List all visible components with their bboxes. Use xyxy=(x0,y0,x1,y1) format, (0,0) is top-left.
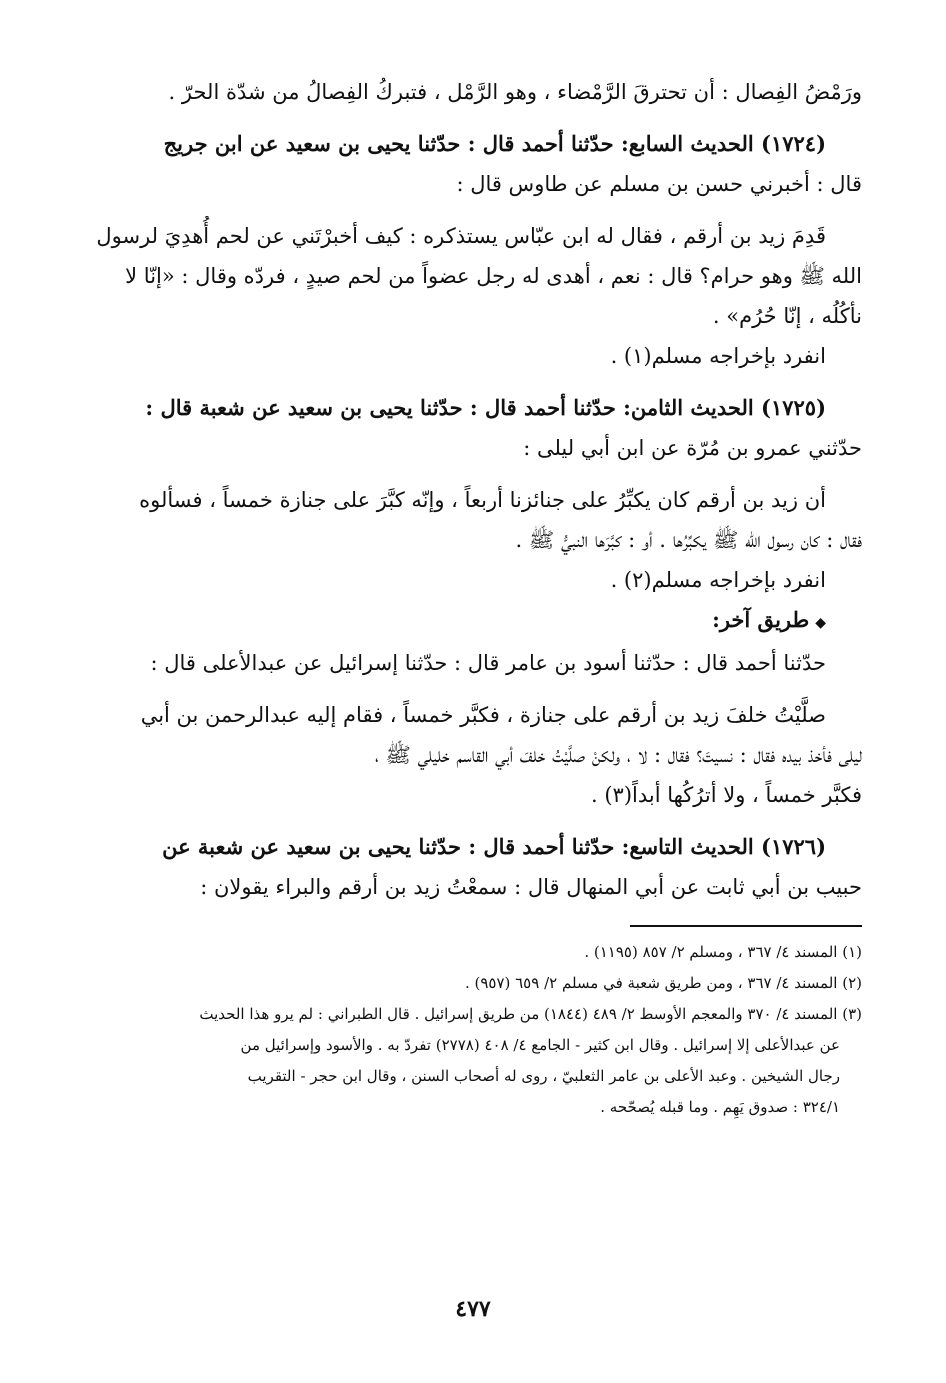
footnote-3-cont: ٣٢٤/١ : صدوق يَهِم . وما قبله يُصحّحه . xyxy=(600,1098,840,1116)
footnote-3: (٣) المسند ٤/ ٣٧٠ والمعجم الأوسط ٢/ ٤٨٩ (١٨٤٤) من طريق إسرائيل . قال الطبراني : لم يرو هذا الحديث xyxy=(199,1005,862,1023)
body-line: فكبَّر خمساً ، ولا أترُكُها أبداً(٣) . xyxy=(591,783,862,807)
diamond-icon: ◆ xyxy=(815,615,826,631)
hadith-1724-heading: (١٧٢٤) الحديث السابع: حدّثنا أحمد قال : حدّثنا يحيى بن سعيد عن ابن جريج xyxy=(163,131,826,156)
body-line: فقال : كان رسول الله ﷺ يكبِّرُها . أو : كبَّرَها النبيُّ ﷺ . xyxy=(515,528,862,552)
body-line: ليلى فأخذ بيده فقال : نسيتَ؟ فقال : لا ، ولكنْ صلَّيْتُ خلفَ أبي القاسم خليلي ﷺ ، xyxy=(374,743,862,767)
footnote-3-cont: رجال الشيخين . وعبد الأعلى بن عامر الثعلبيّ ، روى له أصحاب السنن ، وقال ابن حجر - التقريب xyxy=(247,1067,840,1085)
hadith-1725-heading: (١٧٢٥) الحديث الثامن: حدّثنا أحمد قال : حدّثنا يحيى بن سعيد عن شعبة قال : xyxy=(145,395,826,420)
body-line: الله ﷺ وهو حرام؟ قال : نعم ، أهدى له رجل عضواً من لحم صيدٍ ، فردّه وقال : «إنّا لا xyxy=(125,264,862,288)
footnote-3-cont: عن عبدالأعلى إلا إسرائيل . وقال ابن كثير - الجامع ٤/ ٤٠٨ (٢٧٧٨) تفردّ به . والأسود وإسرائيل من xyxy=(240,1036,840,1054)
footnote-1: (١) المسند ٤/ ٣٦٧ ، ومسلم ٢/ ٨٥٧ (١١٩٥) . xyxy=(584,943,862,961)
body-line: انفرد بإخراجه مسلم(٢) . xyxy=(610,568,826,592)
page-content xyxy=(92,72,862,1123)
body-line: حدّثني عمرو بن مُرّة عن ابن أبي ليلى : xyxy=(523,436,862,460)
body-line: أن زيد بن أرقم كان يكبِّرُ على جنائزنا أربعاً ، وإنّه كبَّرَ على جنازة خمساً ، فسألوه xyxy=(139,488,826,512)
body-line: قَدِمَ زيد بن أرقم ، فقال له ابن عبّاس يستذكره : كيف أخبرْتَني عن لحم أُهدِيَ لرسول xyxy=(96,224,826,248)
body-line: ورَمْضُ الفِصال : أن تحترقَ الرَّمْضاء ، وهو الرَّمْل ، فتبركُ الفِصالُ من شدّة الحرّ . xyxy=(168,80,862,104)
body-line: حبيب بن أبي ثابت عن أبي المنهال قال : سمعْتُ زيد بن أرقم والبراء يقولان : xyxy=(200,875,862,899)
body-line: قال : أخبرني حسن بن مسلم عن طاوس قال : xyxy=(456,172,862,196)
footnote-2: (٢) المسند ٤/ ٣٦٧ ، ومن طريق شعبة في مسلم ٢/ ٦٥٩ (٩٥٧) . xyxy=(464,974,862,992)
body-line: حدّثنا أحمد قال : حدّثنا أسود بن عامر قال : حدّثنا إسرائيل عن عبدالأعلى قال : xyxy=(150,651,826,675)
page-number: ٤٧٧ xyxy=(455,1296,491,1322)
body-line: صلَّيْتُ خلفَ زيد بن أرقم على جنازة ، فكبَّر خمساً ، فقام إليه عبدالرحمن بن أبي xyxy=(140,703,826,727)
section-subheading: ◆طريق آخر: xyxy=(712,607,826,632)
body-line: نأكُلُه ، إنّا حُرُم» . xyxy=(712,304,862,328)
body-line: انفرد بإخراجه مسلم(١) . xyxy=(610,344,826,368)
hadith-1726-heading: (١٧٢٦) الحديث التاسع: حدّثنا أحمد قال : حدّثنا يحيى بن سعيد عن شعبة عن xyxy=(162,834,826,859)
footnote-separator xyxy=(630,925,862,927)
